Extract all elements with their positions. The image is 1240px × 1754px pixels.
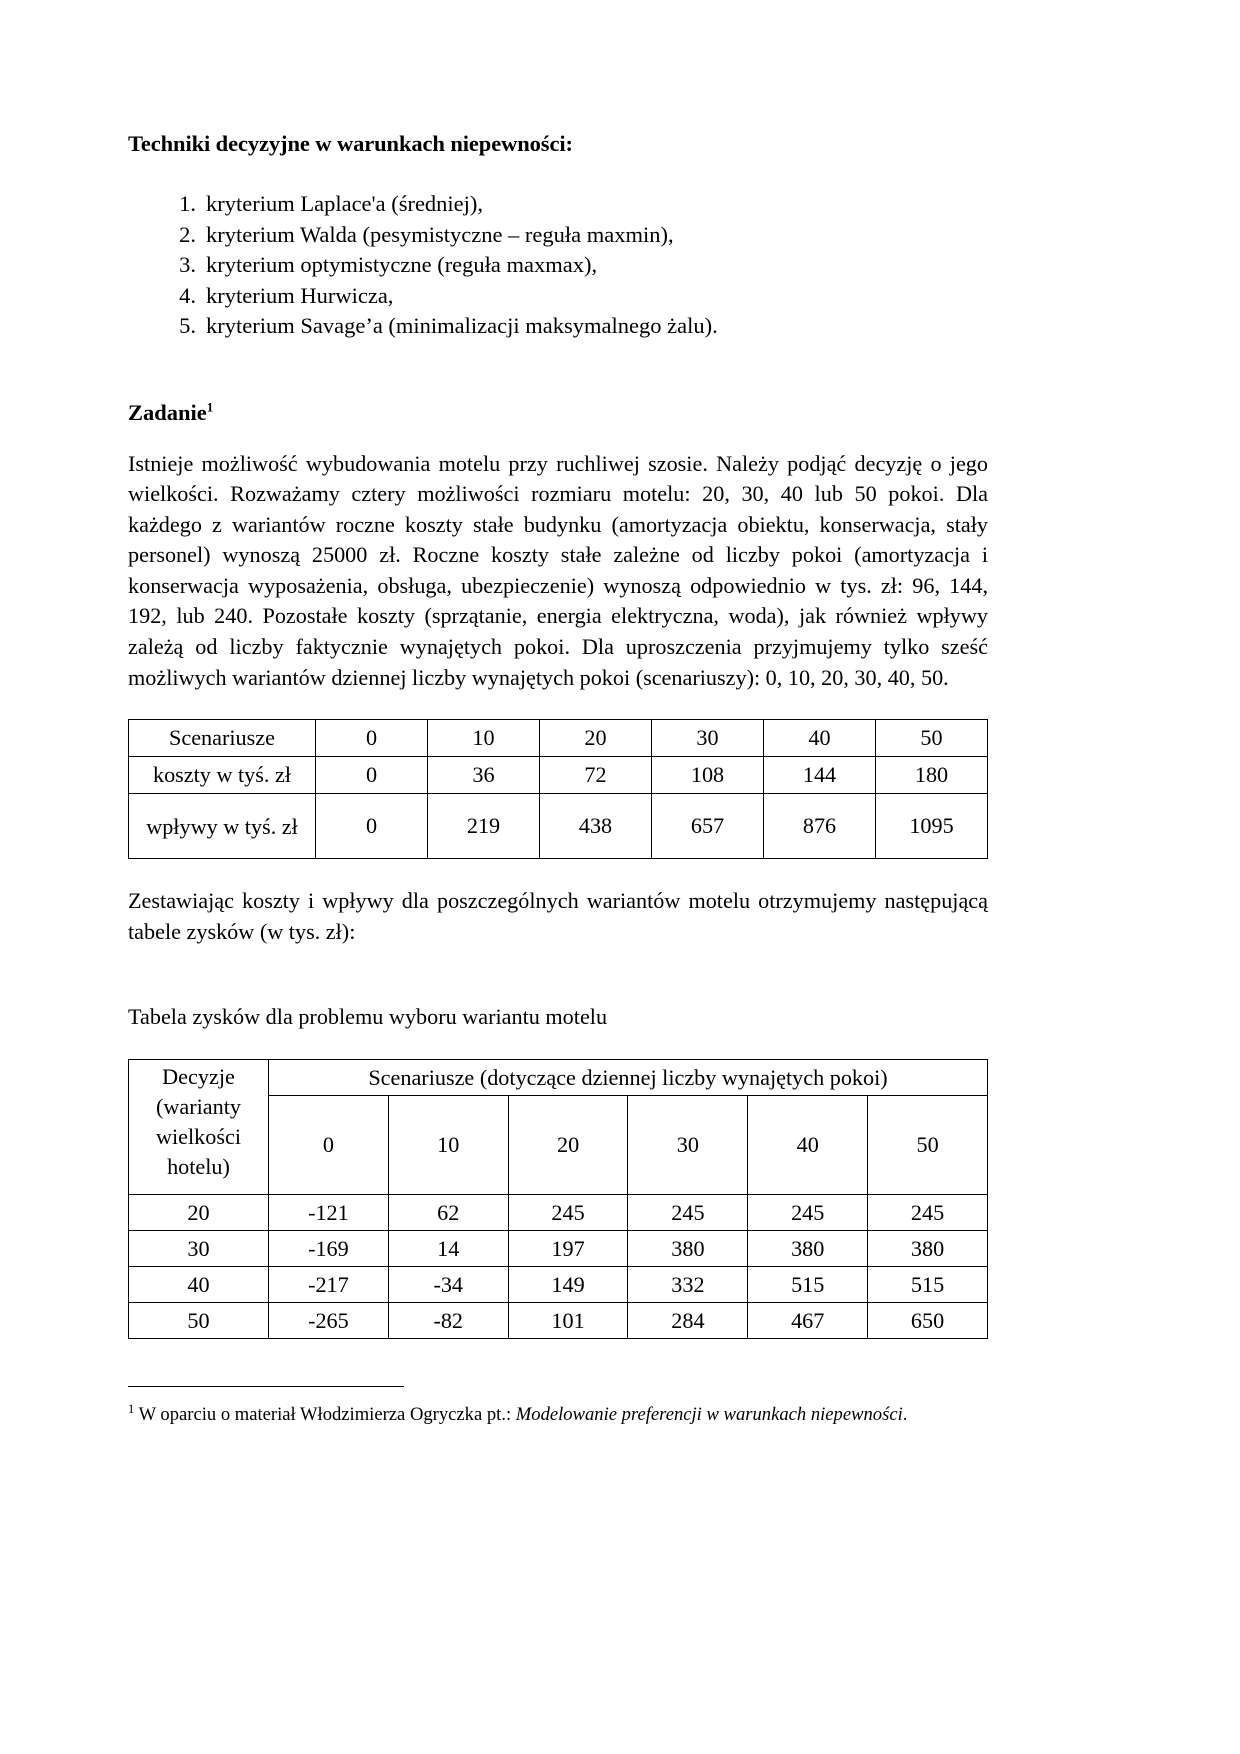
column-header: 40 (748, 1096, 868, 1195)
corner-line: wielkości (155, 1124, 242, 1150)
row-header: 50 (129, 1303, 269, 1339)
table-cell: 245 (628, 1195, 748, 1231)
table-row (129, 1303, 988, 1339)
page-title: Techniki decyzyjne w warunkach niepewności: (128, 131, 573, 156)
table-row (129, 1060, 988, 1096)
table-cell: 380 (628, 1231, 748, 1267)
row-header: wpływy w tyś. zł (129, 794, 316, 859)
table-cell: 180 (876, 757, 988, 794)
table-cell: 380 (868, 1231, 988, 1267)
table-cell: 20 (540, 720, 652, 757)
row-header: Scenariusze (129, 720, 316, 757)
table-cell: 0 (316, 794, 428, 859)
table-cell: 36 (428, 757, 540, 794)
task-paragraph: Istnieje możliwość wybudowania motelu przy ruchliwej szosie. Należy podjąć decyzję o jego wielkości. Rozważamy cztery możliwości rozmiaru motelu: 20, 30, 40 lub 50 pokoi. Dla każdego z wariantów roczne koszty stałe budynku (amortyzacja obiektu, konserwacja, stały personel) wynoszą 25000 zł. Roczne koszty stałe zależne od liczby pokoi (amortyzacja i konserwacja wyposażenia, obsługa, ubezpieczenie) wynoszą odpowiednio w tys. zł: 96, 144, 192, lub 240. Pozostałe koszty (sprzątanie, energia elektryczna, woda), jak również wpływy zależą od liczby faktycznie wynajętych pokoi. Dla uproszczenia przyjmujemy tylko sześć możliwych wariantów dziennej liczby wynajętych pokoi (scenariuszy): 0, 10, 20, 30, 40, 50. (128, 450, 988, 690)
table-row (129, 1195, 988, 1231)
bridge-paragraph: Zestawiając koszty i wpływy dla poszczególnych wariantów motelu otrzymujemy następującą tabele zysków (w tys. zł): (128, 888, 988, 944)
table-cell: 467 (748, 1303, 868, 1339)
task-heading-label: Zadanie (128, 399, 207, 425)
table-cell: 515 (868, 1267, 988, 1303)
table-cell: 0 (316, 757, 428, 794)
table-row (129, 1267, 988, 1303)
table-cell: -217 (269, 1267, 389, 1303)
column-header: 20 (508, 1096, 628, 1195)
table-cell: 40 (764, 720, 876, 757)
corner-line: hotelu) (167, 1154, 230, 1180)
corner-line: (warianty (155, 1094, 241, 1120)
table-row (129, 720, 988, 757)
table-cell: 876 (764, 794, 876, 859)
list-item-label: kryterium Savage’a (minimalizacji maksymalnego żalu). (206, 313, 718, 338)
list-item-number: 2. (179, 221, 196, 247)
table-cell: 1095 (876, 794, 988, 859)
footnote-title: Modelowanie preferencji w warunkach niepewności (515, 1404, 903, 1425)
criteria-list (128, 189, 988, 342)
table-cell: 284 (628, 1303, 748, 1339)
table-cell: 144 (764, 757, 876, 794)
table-cell: 219 (428, 794, 540, 859)
profit-table-caption: Tabela zysków dla problemu wyboru wariantu motelu (128, 1004, 608, 1030)
table-cell: 50 (876, 720, 988, 757)
table-cell: -121 (269, 1195, 389, 1231)
table-cell: 380 (748, 1231, 868, 1267)
column-header: 30 (628, 1096, 748, 1195)
table-row (129, 757, 988, 794)
corner-line: Decyzje (162, 1064, 235, 1090)
table-cell: 149 (508, 1267, 628, 1303)
table-cell: 515 (748, 1267, 868, 1303)
row-header: koszty w tyś. zł (129, 757, 316, 794)
list-item-label: kryterium Hurwicza, (206, 282, 394, 308)
table-cell: 14 (388, 1231, 508, 1267)
table-cell: -265 (269, 1303, 389, 1339)
list-item-number: 1. (179, 191, 196, 216)
table-row (129, 794, 988, 859)
profit-table (128, 1059, 988, 1339)
footnote-separator (128, 1386, 404, 1387)
table-cell: 438 (540, 794, 652, 859)
table-cell: 62 (388, 1195, 508, 1231)
list-item (128, 189, 988, 220)
table-cell: -82 (388, 1303, 508, 1339)
row-header: 20 (129, 1195, 269, 1231)
scenarios-span-header: Scenariusze (dotyczące dziennej liczby wynajętych pokoi) (269, 1060, 988, 1096)
document-page (128, 0, 988, 1754)
table-cell: -34 (388, 1267, 508, 1303)
list-item (128, 311, 988, 342)
list-item-number: 4. (179, 282, 196, 308)
list-item (128, 281, 988, 312)
list-item-number: 3. (179, 252, 196, 277)
list-item-label: kryterium optymistyczne (reguła maxmax), (206, 252, 598, 277)
table-cell: 0 (316, 720, 428, 757)
table-cell: 245 (748, 1195, 868, 1231)
list-item-label: kryterium Walda (pesymistyczne – reguła maxmin), (206, 221, 674, 247)
list-item-number: 5. (179, 313, 196, 338)
table-cell: 72 (540, 757, 652, 794)
footnote-text (128, 1401, 988, 1428)
row-header: 40 (129, 1267, 269, 1303)
list-item (128, 250, 988, 281)
footnote-reference: 1 (206, 399, 214, 414)
footnote-area (128, 1386, 988, 1428)
table-cell: 332 (628, 1267, 748, 1303)
table-cell: 245 (868, 1195, 988, 1231)
column-header: 10 (388, 1096, 508, 1195)
footnote-prefix: W oparciu o materiał Włodzimierza Ogryczka pt.: (138, 1404, 516, 1425)
table-row (129, 1231, 988, 1267)
table-cell: 197 (508, 1231, 628, 1267)
table-corner-header (129, 1060, 269, 1195)
table-cell: 10 (428, 720, 540, 757)
column-header: 50 (868, 1096, 988, 1195)
list-item (128, 220, 988, 251)
footnote-suffix: . (902, 1404, 908, 1425)
list-item-label: kryterium Laplace'a (średniej), (206, 191, 484, 216)
scenarios-table (128, 719, 988, 859)
task-heading (128, 342, 988, 426)
row-header: 30 (129, 1231, 269, 1267)
table-cell: 30 (652, 720, 764, 757)
table-cell: -169 (269, 1231, 389, 1267)
footnote-marker: 1 (128, 1401, 135, 1416)
table-cell: 108 (652, 757, 764, 794)
table-cell: 657 (652, 794, 764, 859)
table-cell: 245 (508, 1195, 628, 1231)
table-cell: 650 (868, 1303, 988, 1339)
column-header: 0 (269, 1096, 389, 1195)
table-cell: 101 (508, 1303, 628, 1339)
